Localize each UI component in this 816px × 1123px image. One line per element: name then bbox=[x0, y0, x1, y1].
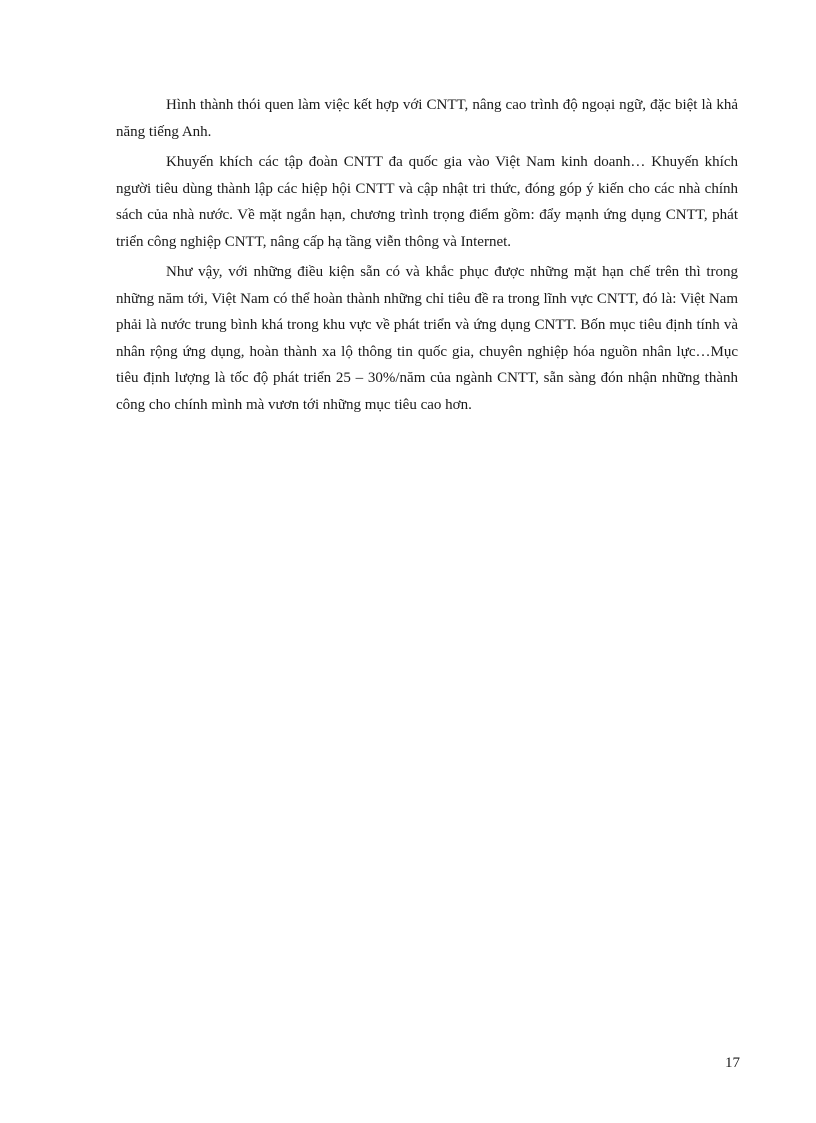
paragraph-3: Như vậy, với những điều kiện sẵn có và khắc phục được những mặt hạn chế trên thì trong những năm tới, Việt Nam có thể hoàn thành những chỉ tiêu đề ra trong lĩnh vực CNTT, đó là: Việt Nam phải là nước trung bình khá trong khu vực về phát triển và ứng dụng CNTT. Bốn mục tiêu định tính và nhân rộng ứng dụng, hoàn thành xa lộ thông tin quốc gia, chuyên nghiệp hóa nguồn nhân lực…Mục tiêu định lượng là tốc độ phát triển 25 – 30%/năm của ngành CNTT, sẵn sàng đón nhận những thành công cho chính mình mà vươn tới những mục tiêu cao hơn. bbox=[116, 264, 738, 413]
page-number: 17 bbox=[725, 1055, 740, 1071]
paragraph-2: Khuyến khích các tập đoàn CNTT đa quốc gia vào Việt Nam kinh doanh… Khuyến khích người tiêu dùng thành lập các hiệp hội CNTT và cập nhật tri thức, đóng góp ý kiến cho các nhà chính sách của nhà nước. Về mặt ngắn hạn, chương trình trọng điểm gồm: đẩy mạnh ứng dụng CNTT, phát triển công nghiệp CNTT, nâng cấp hạ tầng viễn thông và Internet. bbox=[116, 154, 738, 250]
body-text bbox=[116, 92, 738, 422]
paragraph-1: Hình thành thói quen làm việc kết hợp với CNTT, nâng cao trình độ ngoại ngữ, đặc biệt là khả năng tiếng Anh. bbox=[116, 97, 738, 140]
